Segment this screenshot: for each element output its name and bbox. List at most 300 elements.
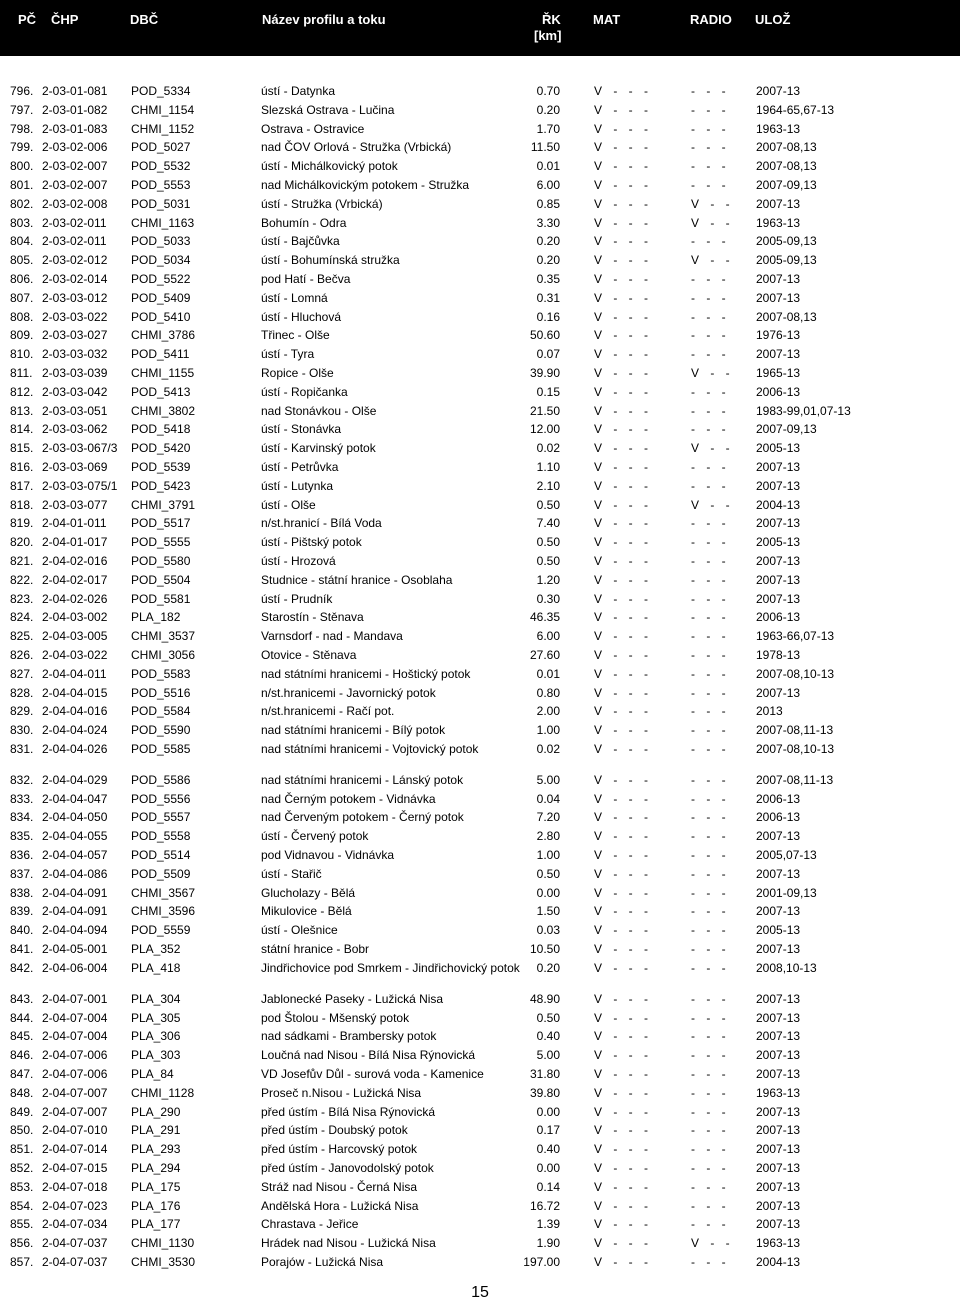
rk-cell: 0.01: [536, 666, 560, 681]
radio-cell: - - -: [691, 942, 726, 957]
profile-name-cell: Andělská Hora - Lužická Nisa: [261, 1198, 419, 1213]
header-profile-name: Název profilu a toku: [262, 12, 386, 27]
profile-name-cell: Slezská Ostrava - Lučina: [261, 102, 395, 117]
chp-cell: 2-03-03-067/3: [42, 441, 118, 456]
profile-name-cell: nad státními hranicemi - Vojtovický potok: [261, 741, 479, 756]
row-number-cell: 854.: [10, 1198, 34, 1213]
uloz-cell: 2005-09,13: [756, 253, 817, 268]
profile-name-cell: nad Červeným potokem - Černý potok: [261, 810, 464, 825]
profile-name-cell: pod Vidnavou - Vidnávka: [261, 848, 394, 863]
dbc-cell: PLA_305: [131, 1010, 181, 1025]
table-row: [0, 216, 960, 235]
mat-cell: V - - -: [594, 478, 648, 493]
uloz-cell: 1978-13: [756, 647, 801, 662]
radio-cell: - - -: [691, 904, 726, 919]
mat-cell: V - - -: [594, 535, 648, 550]
radio-cell: - - -: [691, 328, 726, 343]
rk-cell: 46.35: [529, 610, 560, 625]
profile-name-cell: před ústím - Harcovský potok: [261, 1142, 418, 1157]
rk-cell: 0.00: [536, 1161, 560, 1176]
rk-cell: 7.40: [536, 516, 560, 531]
row-number-cell: 817.: [10, 478, 34, 493]
table-row: [0, 1199, 960, 1218]
radio-cell: - - -: [691, 723, 726, 738]
rk-cell: 0.50: [536, 1010, 560, 1025]
profile-name-cell: pod Štolou - Mšenský potok: [261, 1010, 410, 1025]
radio-cell: - - -: [691, 772, 726, 787]
row-number-cell: 830.: [10, 723, 34, 738]
row-number-cell: 805.: [10, 253, 34, 268]
mat-cell: V - - -: [594, 121, 648, 136]
table-row: [0, 272, 960, 291]
row-number-cell: 834.: [10, 810, 34, 825]
rk-cell: 0.35: [536, 271, 560, 286]
rk-cell: 1.20: [536, 572, 560, 587]
table-row: [0, 923, 960, 942]
dbc-cell: PLA_352: [131, 942, 181, 957]
profile-name-cell: Glucholazy - Bělá: [261, 885, 356, 900]
table-row: [0, 1142, 960, 1161]
mat-cell: V - - -: [594, 666, 648, 681]
dbc-cell: POD_5509: [131, 866, 191, 881]
uloz-cell: 2007-13: [756, 904, 801, 919]
mat-cell: V - - -: [594, 234, 648, 249]
table-body: [0, 84, 960, 1274]
rk-cell: 0.70: [536, 84, 560, 98]
chp-cell: 2-03-03-062: [42, 422, 108, 437]
profile-name-cell: Bohumín - Odra: [261, 215, 347, 230]
uloz-cell: 2005-09,13: [756, 234, 817, 249]
profile-name-cell: nad státními hranicemi - Hoštický potok: [261, 666, 471, 681]
dbc-cell: PLA_177: [131, 1217, 181, 1232]
rk-cell: 0.20: [536, 234, 560, 249]
row-number-cell: 809.: [10, 328, 34, 343]
uloz-cell: 2007-13: [756, 516, 801, 531]
chp-cell: 2-03-03-051: [42, 403, 108, 418]
uloz-cell: 2007-08,11-13: [756, 772, 834, 787]
uloz-cell: 1963-13: [756, 215, 801, 230]
uloz-cell: 2007-13: [756, 196, 801, 211]
dbc-cell: CHMI_3530: [131, 1255, 196, 1270]
header-pc: PČ: [18, 12, 37, 27]
chp-cell: 2-04-04-094: [42, 923, 108, 938]
mat-cell: V - - -: [594, 610, 648, 625]
profile-name-cell: nad ČOV Orlová - Stružka (Vrbická): [261, 140, 452, 155]
uloz-cell: 2007-13: [756, 553, 801, 568]
radio-cell: - - -: [691, 309, 726, 324]
rk-cell: 1.39: [536, 1217, 560, 1232]
chp-cell: 2-04-02-017: [42, 572, 108, 587]
rk-cell: 0.50: [536, 553, 560, 568]
radio-cell: - - -: [691, 84, 726, 98]
dbc-cell: POD_5539: [131, 459, 191, 474]
mat-cell: V - - -: [594, 1161, 648, 1176]
row-number-cell: 831.: [10, 741, 34, 756]
rk-cell: 0.00: [536, 885, 560, 900]
mat-cell: V - - -: [594, 629, 648, 644]
mat-cell: V - - -: [594, 1179, 648, 1194]
table-row: [0, 867, 960, 886]
table-row: [0, 122, 960, 141]
row-number-cell: 852.: [10, 1161, 34, 1176]
uloz-cell: 1963-13: [756, 121, 801, 136]
table-row: [0, 479, 960, 498]
radio-cell: V - -: [691, 196, 730, 211]
row-number-cell: 808.: [10, 309, 34, 324]
uloz-cell: 2007-13: [756, 1010, 801, 1025]
dbc-cell: POD_5411: [131, 347, 190, 362]
dbc-cell: POD_5334: [131, 84, 191, 98]
radio-cell: - - -: [691, 848, 726, 863]
profile-name-cell: Třinec - Olše: [261, 328, 330, 343]
profile-name-cell: ústí - Stařič: [261, 866, 322, 881]
uloz-cell: 2007-08,10-13: [756, 741, 835, 756]
profile-name-cell: ústí - Olešnice: [261, 923, 338, 938]
uloz-cell: 2007-13: [756, 478, 801, 493]
table-row: [0, 1086, 960, 1105]
profile-name-cell: ústí - Stružka (Vrbická): [261, 196, 383, 211]
table-row: [0, 629, 960, 648]
dbc-cell: POD_5555: [131, 535, 191, 550]
rk-cell: 0.20: [536, 960, 560, 975]
rk-cell: 0.30: [536, 591, 560, 606]
table-row: [0, 810, 960, 829]
dbc-cell: POD_5557: [131, 810, 191, 825]
table-row: [0, 704, 960, 723]
row-number-cell: 845.: [10, 1029, 34, 1044]
mat-cell: V - - -: [594, 923, 648, 938]
dbc-cell: POD_5514: [131, 848, 191, 863]
mat-cell: V - - -: [594, 810, 648, 825]
chp-cell: 2-03-03-022: [42, 309, 108, 324]
mat-cell: V - - -: [594, 1029, 648, 1044]
row-number-cell: 813.: [10, 403, 34, 418]
table-row: [0, 1236, 960, 1255]
radio-cell: - - -: [691, 459, 726, 474]
profile-name-cell: ústí - Bohumínská stružka: [261, 253, 400, 268]
mat-cell: V - - -: [594, 196, 648, 211]
dbc-cell: PLA_175: [131, 1179, 181, 1194]
row-number-cell: 846.: [10, 1048, 34, 1063]
dbc-cell: POD_5033: [131, 234, 191, 249]
rk-cell: 0.01: [536, 159, 560, 174]
rk-cell: 0.14: [536, 1179, 560, 1194]
table-row: [0, 84, 960, 103]
mat-cell: V - - -: [594, 159, 648, 174]
row-number-cell: 838.: [10, 885, 34, 900]
chp-cell: 2-03-03-042: [42, 384, 108, 399]
dbc-cell: PLA_294: [131, 1161, 181, 1176]
dbc-cell: PLA_182: [131, 610, 181, 625]
dbc-cell: PLA_304: [131, 991, 181, 1006]
profile-name-cell: ústí - Bajčůvka: [261, 234, 340, 249]
chp-cell: 2-04-06-004: [42, 960, 108, 975]
dbc-cell: POD_5522: [131, 271, 191, 286]
mat-cell: V - - -: [594, 553, 648, 568]
mat-cell: V - - -: [594, 791, 648, 806]
chp-cell: 2-04-04-024: [42, 723, 108, 738]
table-row: [0, 422, 960, 441]
chp-cell: 2-04-04-086: [42, 866, 108, 881]
rk-cell: 6.00: [536, 177, 560, 192]
chp-cell: 2-03-02-007: [42, 177, 108, 192]
radio-cell: - - -: [691, 810, 726, 825]
uloz-cell: 1983-99,01,07-13: [756, 403, 851, 418]
uloz-cell: 2007-13: [756, 991, 801, 1006]
chp-cell: 2-04-01-011: [42, 516, 107, 531]
chp-cell: 2-04-07-007: [42, 1104, 108, 1119]
chp-cell: 2-03-01-082: [42, 102, 108, 117]
mat-cell: V - - -: [594, 1067, 648, 1082]
rk-cell: 50.60: [529, 328, 560, 343]
mat-cell: V - - -: [594, 741, 648, 756]
table-row: [0, 1217, 960, 1236]
rk-cell: 0.40: [536, 1142, 560, 1157]
row-number-cell: 796.: [10, 84, 34, 98]
uloz-cell: 2007-08,13: [756, 140, 817, 155]
table-row: [0, 328, 960, 347]
uloz-cell: 2008,10-13: [756, 960, 817, 975]
chp-cell: 2-04-05-001: [42, 942, 108, 957]
dbc-cell: POD_5590: [131, 723, 191, 738]
uloz-cell: 1963-13: [756, 1085, 801, 1100]
rk-cell: 16.72: [529, 1198, 560, 1213]
dbc-cell: POD_5034: [131, 253, 191, 268]
uloz-cell: 2007-13: [756, 1029, 801, 1044]
row-number-cell: 840.: [10, 923, 34, 938]
radio-cell: - - -: [691, 1048, 726, 1063]
rk-cell: 39.90: [529, 365, 560, 380]
header-mat: MAT: [593, 12, 621, 27]
radio-cell: V - -: [691, 215, 730, 230]
radio-cell: - - -: [691, 234, 726, 249]
profile-name-cell: před ústím - Doubský potok: [261, 1123, 408, 1138]
profile-name-cell: nad Stonávkou - Olše: [261, 403, 377, 418]
rk-cell: 7.20: [536, 810, 560, 825]
uloz-cell: 2007-13: [756, 1104, 801, 1119]
header-uloz: ULOŽ: [755, 12, 791, 27]
table-row: [0, 291, 960, 310]
uloz-cell: 2006-13: [756, 791, 801, 806]
rk-cell: 3.30: [536, 215, 560, 230]
mat-cell: V - - -: [594, 309, 648, 324]
radio-cell: V - -: [691, 1236, 730, 1251]
row-number-cell: 836.: [10, 848, 34, 863]
header-dbc: DBČ: [130, 12, 159, 27]
mat-cell: V - - -: [594, 685, 648, 700]
rk-cell: 0.80: [536, 685, 560, 700]
profile-name-cell: Starostín - Stěnava: [261, 610, 364, 625]
radio-cell: - - -: [691, 553, 726, 568]
table-row: [0, 178, 960, 197]
table-row: [0, 234, 960, 253]
row-number-cell: 832.: [10, 772, 34, 787]
chp-cell: 2-04-04-050: [42, 810, 108, 825]
radio-cell: - - -: [691, 403, 726, 418]
radio-cell: - - -: [691, 422, 726, 437]
mat-cell: V - - -: [594, 1010, 648, 1025]
dbc-cell: POD_5516: [131, 685, 191, 700]
row-number-cell: 800.: [10, 159, 34, 174]
rk-cell: 31.80: [529, 1067, 560, 1082]
table-row: [0, 1029, 960, 1048]
profile-name-cell: ústí - Červený potok: [261, 829, 369, 844]
page-number: 15: [471, 1284, 489, 1301]
rk-cell: 2.00: [536, 704, 560, 719]
mat-cell: V - - -: [594, 102, 648, 117]
dbc-cell: POD_5586: [131, 772, 191, 787]
profile-name-cell: ústí - Prudník: [261, 591, 333, 606]
rk-cell: 1.70: [536, 121, 560, 136]
radio-cell: - - -: [691, 1161, 726, 1176]
profile-name-cell: Studnice - státní hranice - Osoblaha: [261, 572, 453, 587]
profile-name-cell: Mikulovice - Bělá: [261, 904, 352, 919]
dbc-cell: PLA_290: [131, 1104, 181, 1119]
mat-cell: V - - -: [594, 1217, 648, 1232]
mat-cell: V - - -: [594, 215, 648, 230]
profile-name-cell: Porajów - Lužická Nisa: [261, 1255, 384, 1270]
mat-cell: V - - -: [594, 384, 648, 399]
radio-cell: - - -: [691, 1104, 726, 1119]
profile-name-cell: před ústím - Bílá Nisa Rýnovická: [261, 1104, 436, 1119]
table-row: [0, 686, 960, 705]
uloz-cell: 2007-09,13: [756, 177, 817, 192]
rk-cell: 1.90: [536, 1236, 560, 1251]
mat-cell: V - - -: [594, 290, 648, 305]
row-number-cell: 842.: [10, 960, 34, 975]
dbc-cell: CHMI_3056: [131, 647, 196, 662]
mat-cell: V - - -: [594, 1085, 648, 1100]
profile-name-cell: ústí - Datynka: [261, 84, 336, 98]
mat-cell: V - - -: [594, 459, 648, 474]
dbc-cell: POD_5031: [131, 196, 191, 211]
rk-cell: 0.40: [536, 1029, 560, 1044]
radio-cell: - - -: [691, 535, 726, 550]
mat-cell: V - - -: [594, 991, 648, 1006]
profile-name-cell: ústí - Stonávka: [261, 422, 342, 437]
radio-cell: - - -: [691, 140, 726, 155]
row-number-cell: 807.: [10, 290, 34, 305]
radio-cell: - - -: [691, 121, 726, 136]
radio-cell: - - -: [691, 960, 726, 975]
row-number-cell: 804.: [10, 234, 34, 249]
rk-cell: 21.50: [529, 403, 560, 418]
rk-cell: 0.02: [536, 441, 560, 456]
chp-cell: 2-03-02-011: [42, 234, 107, 249]
dbc-cell: POD_5553: [131, 177, 191, 192]
radio-cell: - - -: [691, 384, 726, 399]
dbc-cell: POD_5027: [131, 140, 191, 155]
profile-name-cell: ústí - Michálkovický potok: [261, 159, 398, 174]
chp-cell: 2-03-02-007: [42, 159, 108, 174]
rk-cell: 0.00: [536, 1104, 560, 1119]
uloz-cell: 2006-13: [756, 384, 801, 399]
uloz-cell: 2007-13: [756, 1048, 801, 1063]
rk-cell: 0.02: [536, 741, 560, 756]
table-row: [0, 140, 960, 159]
chp-cell: 2-04-07-004: [42, 1010, 108, 1025]
dbc-cell: POD_5583: [131, 666, 191, 681]
chp-cell: 2-04-07-037: [42, 1255, 108, 1270]
rk-cell: 2.80: [536, 829, 560, 844]
profile-name-cell: ústí - Lutynka: [261, 478, 334, 493]
profile-name-cell: ústí - Hluchová: [261, 309, 342, 324]
chp-cell: 2-03-03-077: [42, 497, 108, 512]
profile-name-cell: nad státními hranicemi - Bílý potok: [261, 723, 446, 738]
chp-cell: 2-04-07-004: [42, 1029, 108, 1044]
dbc-cell: CHMI_1163: [131, 215, 195, 230]
rk-cell: 1.00: [536, 848, 560, 863]
row-number-cell: 822.: [10, 572, 34, 587]
table-row: [0, 1105, 960, 1124]
uloz-cell: 2007-13: [756, 271, 801, 286]
uloz-cell: 2007-13: [756, 290, 801, 305]
mat-cell: V - - -: [594, 591, 648, 606]
row-number-cell: 810.: [10, 347, 34, 362]
profile-name-cell: státní hranice - Bobr: [261, 942, 370, 957]
radio-cell: - - -: [691, 1142, 726, 1157]
rk-cell: 0.17: [536, 1123, 560, 1138]
uloz-cell: 2007-13: [756, 1161, 801, 1176]
profile-name-cell: Hrádek nad Nisou - Lužická Nisa: [261, 1236, 436, 1251]
profile-name-cell: před ústím - Janovodolský potok: [261, 1161, 434, 1176]
row-number-cell: 799.: [10, 140, 34, 155]
row-number-cell: 855.: [10, 1217, 34, 1232]
uloz-cell: 2013: [756, 704, 783, 719]
radio-cell: - - -: [691, 1255, 726, 1270]
uloz-cell: 2001-09,13: [756, 885, 817, 900]
row-number-cell: 815.: [10, 441, 34, 456]
row-number-cell: 816.: [10, 459, 34, 474]
uloz-cell: 2007-13: [756, 1217, 801, 1232]
dbc-cell: POD_5556: [131, 791, 191, 806]
mat-cell: V - - -: [594, 848, 648, 863]
uloz-cell: 1964-65,67-13: [756, 102, 835, 117]
mat-cell: V - - -: [594, 1236, 648, 1251]
row-number-cell: 823.: [10, 591, 34, 606]
dbc-cell: POD_5410: [131, 309, 191, 324]
mat-cell: V - - -: [594, 140, 648, 155]
radio-cell: - - -: [691, 647, 726, 662]
table-row: [0, 773, 960, 792]
radio-cell: - - -: [691, 102, 726, 117]
radio-cell: - - -: [691, 1179, 726, 1194]
profile-name-cell: Jindřichovice pod Smrkem - Jindřichovický potok: [261, 960, 520, 975]
uloz-cell: 2007-08,13: [756, 159, 817, 174]
radio-cell: V - -: [691, 365, 730, 380]
chp-cell: 2-04-03-005: [42, 629, 108, 644]
profile-name-cell: nad státními hranicemi - Lánský potok: [261, 772, 464, 787]
dbc-cell: POD_5409: [131, 290, 191, 305]
rk-cell: 0.85: [536, 196, 560, 211]
radio-cell: - - -: [691, 610, 726, 625]
chp-cell: 2-04-01-017: [42, 535, 108, 550]
radio-cell: - - -: [691, 741, 726, 756]
chp-cell: 2-04-07-006: [42, 1048, 108, 1063]
dbc-cell: CHMI_3786: [131, 328, 196, 343]
header-radio: RADIO: [690, 12, 732, 27]
uloz-cell: 2007-13: [756, 1142, 801, 1157]
uloz-cell: 2007-13: [756, 1067, 801, 1082]
profile-name-cell: Jablonecké Paseky - Lužická Nisa: [261, 991, 444, 1006]
table-row: [0, 441, 960, 460]
chp-cell: 2-04-04-015: [42, 685, 108, 700]
chp-cell: 2-03-03-027: [42, 328, 108, 343]
dbc-cell: CHMI_1130: [131, 1236, 195, 1251]
chp-cell: 2-03-03-069: [42, 459, 108, 474]
profile-name-cell: ústí - Pištský potok: [261, 535, 362, 550]
uloz-cell: 2007-08,13: [756, 309, 817, 324]
